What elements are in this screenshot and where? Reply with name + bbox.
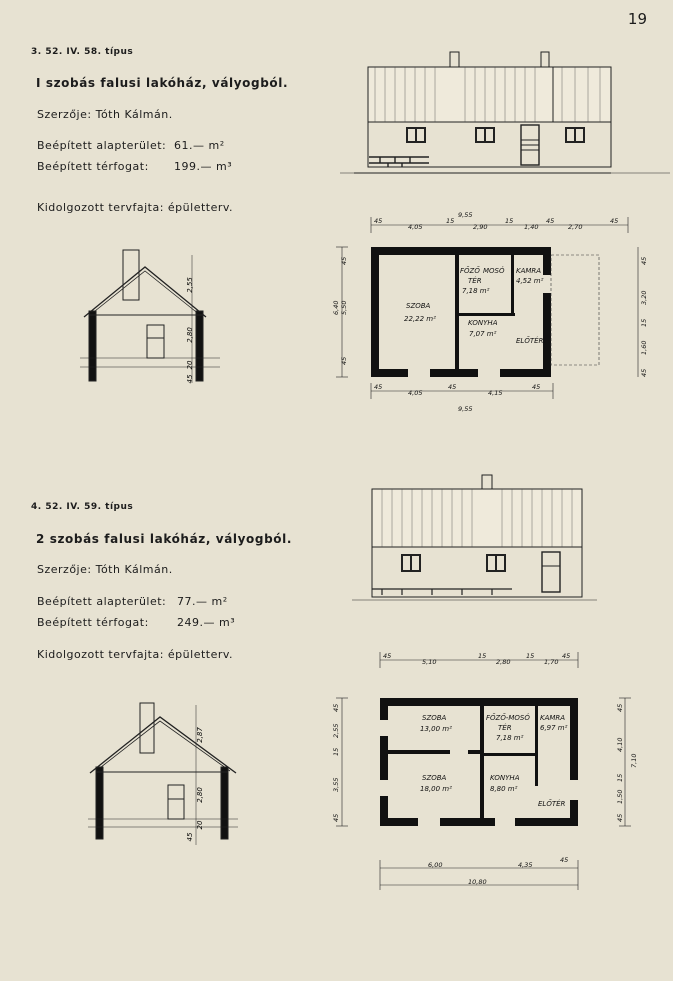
entry-1-room-ter-area: 7,18 m² bbox=[462, 287, 490, 295]
entry-1-dim-top-1: 45 bbox=[374, 217, 383, 225]
entry-1-dim-left-4: 45 bbox=[340, 356, 348, 365]
entry-1-room-eloter: ELŐTÉR bbox=[516, 337, 544, 345]
entry-2-title: 2 szobás falusi lakóház, vályogból. bbox=[36, 532, 292, 546]
entry-1-dim-top-3: 15 bbox=[446, 217, 455, 225]
entry-2-dim-left-2: 2,55 bbox=[332, 723, 340, 738]
entry-2-room-kamra: KAMRA bbox=[540, 714, 566, 722]
entry-1-dim-right-1: 45 bbox=[640, 256, 648, 265]
entry-2-room-szoba-2-area: 18,00 m² bbox=[420, 785, 452, 793]
entry-1-dim-left-3: 6,40 bbox=[332, 300, 340, 315]
entry-1-section-dim-2: 2,80 bbox=[186, 327, 194, 343]
entry-1-dim-top-5: 15 bbox=[505, 217, 514, 225]
entry-2-room-szoba-1: SZOBA bbox=[422, 714, 447, 722]
entry-1-front-elevation bbox=[340, 45, 670, 180]
entry-2-room-fozo-moso: FŐZŐ-MOSÓ bbox=[486, 714, 530, 722]
entry-1-dim-top-9: 45 bbox=[610, 217, 619, 225]
entry-2-room-kamra-area: 6,97 m² bbox=[540, 724, 568, 732]
entry-1-dim-right-5: 45 bbox=[640, 368, 648, 377]
entry-1-area-value: 61.— m² bbox=[174, 139, 225, 152]
entry-2-dim-top-1: 45 bbox=[383, 652, 392, 660]
entry-1-dim-bottom-5: 45 bbox=[532, 383, 541, 391]
entry-1-volume-line bbox=[37, 160, 233, 173]
page-number: 19 bbox=[627, 10, 647, 28]
entry-1-dim-bottom-3: 45 bbox=[448, 383, 457, 391]
entry-2-cross-section bbox=[88, 695, 238, 847]
entry-2-section-dim-1: 2,87 bbox=[196, 727, 204, 743]
entry-1-section-dim-4: 45 bbox=[186, 374, 194, 384]
entry-2-author-line bbox=[37, 563, 173, 576]
entry-1-dim-right-4: 1,60 bbox=[640, 340, 648, 355]
entry-1-title: I szobás falusi lakóház, vályogból. bbox=[36, 76, 289, 90]
entry-1-dim-top-4: 2,90 bbox=[473, 223, 488, 231]
entry-1-dim-left-2: 5,50 bbox=[340, 300, 348, 315]
entry-2-section-dim-3: 20 bbox=[196, 820, 204, 830]
entry-2-room-konyha-area: 8,80 m² bbox=[490, 785, 518, 793]
entry-1-dim-right-2: 3,20 bbox=[640, 290, 648, 305]
entry-2-dim-right-1: 45 bbox=[616, 703, 624, 712]
entry-2-area-value: 77.— m² bbox=[177, 595, 228, 608]
entry-1-dim-right-3: 15 bbox=[640, 318, 648, 327]
entry-2-dim-bottom-2: 4,35 bbox=[518, 861, 533, 869]
entry-1-author-label: Szerzője: bbox=[37, 108, 92, 121]
entry-1-room-szoba: SZOBA bbox=[406, 302, 431, 310]
entry-1-author-line bbox=[37, 108, 173, 121]
entry-1-type-code: 3. 52. IV. 58. típus bbox=[31, 47, 134, 57]
entry-2-volume-line bbox=[37, 616, 236, 629]
entry-1-room-kamra-area: 4,52 m² bbox=[516, 277, 544, 285]
entry-1-volume-label: Beépített térfogat: bbox=[37, 160, 149, 173]
entry-1-cross-section bbox=[80, 245, 220, 385]
entry-1-area-line bbox=[37, 139, 225, 152]
entry-2-dim-left-1: 45 bbox=[332, 703, 340, 712]
entry-1-plan-note: Kidolgozott tervfajta: épületterv. bbox=[37, 201, 234, 214]
entry-2-room-eloter: ELŐTÉR bbox=[538, 800, 566, 808]
entry-1-area-label: Beépített alapterület: bbox=[37, 139, 167, 152]
entry-2-plan-note: Kidolgozott tervfajta: épületterv. bbox=[37, 648, 234, 661]
entry-2-dim-left-4: 3,55 bbox=[332, 777, 340, 792]
entry-1-room-szoba-area: 22,22 m² bbox=[404, 315, 436, 323]
entry-2-section-dim-4: 45 bbox=[186, 832, 194, 842]
entry-1-dim-bottom-2: 4,05 bbox=[408, 389, 423, 397]
entry-1-dim-left-1: 45 bbox=[340, 256, 348, 265]
entry-2-dim-right-2: 4,10 bbox=[616, 737, 624, 752]
entry-2-volume-label: Beépített térfogat: bbox=[37, 616, 149, 629]
entry-2-dim-bottom-1: 6,00 bbox=[428, 861, 443, 869]
entry-1-room-ter: TÉR bbox=[468, 277, 482, 285]
entry-2-dim-top-6: 1,70 bbox=[544, 658, 559, 666]
entry-2-room-szoba-2: SZOBA bbox=[422, 774, 447, 782]
entry-2-author-label: Szerzője: bbox=[37, 563, 92, 576]
entry-2-area-line bbox=[37, 595, 228, 608]
entry-1-author: Tóth Kálmán. bbox=[95, 108, 173, 121]
entry-1-section-dim-3: 20 bbox=[186, 360, 194, 370]
entry-1-dim-top-7: 45 bbox=[546, 217, 555, 225]
entry-2-dim-right-4: 1,50 bbox=[616, 789, 624, 804]
entry-2-floor-plan bbox=[330, 640, 650, 895]
entry-1-section-dim-1: 2,55 bbox=[186, 277, 194, 293]
entry-1-dim-bottom-1: 45 bbox=[374, 383, 383, 391]
entry-2-section-dim-2: 2,80 bbox=[196, 787, 204, 803]
entry-2-room-szoba-1-area: 13,00 m² bbox=[420, 725, 452, 733]
entry-1-dim-top-6: 1,40 bbox=[524, 223, 539, 231]
entry-2-dim-right-total: 7,10 bbox=[630, 753, 638, 768]
entry-2-dim-right-5: 45 bbox=[616, 813, 624, 822]
entry-2-type-code: 4. 52. IV. 59. típus bbox=[31, 502, 134, 512]
entry-1-room-konyha-area: 7,07 m² bbox=[469, 330, 497, 338]
entry-2-author: Tóth Kálmán. bbox=[95, 563, 173, 576]
entry-1-dim-top-2: 4,05 bbox=[408, 223, 423, 231]
entry-1-room-konyha: KONYHA bbox=[468, 319, 498, 327]
entry-2-dim-top-5: 15 bbox=[526, 652, 535, 660]
entry-1-volume-value: 199.— m³ bbox=[174, 160, 233, 173]
entry-2-area-label: Beépített alapterület: bbox=[37, 595, 167, 608]
entry-2-dim-top-4: 2,80 bbox=[496, 658, 511, 666]
entry-2-front-elevation bbox=[352, 470, 597, 605]
entry-2-dim-top-3: 15 bbox=[478, 652, 487, 660]
entry-2-room-ter: TÉR bbox=[498, 724, 512, 732]
entry-2-dim-top-7: 45 bbox=[562, 652, 571, 660]
entry-2-dim-left-5: 45 bbox=[332, 813, 340, 822]
entry-2-dim-left-3: 15 bbox=[332, 747, 340, 756]
entry-1-dim-bottom-total: 9,55 bbox=[458, 405, 473, 413]
entry-1-dim-bottom-4: 4,15 bbox=[488, 389, 503, 397]
entry-1-floor-plan bbox=[328, 205, 666, 423]
entry-2-dim-top-2: 5,10 bbox=[422, 658, 437, 666]
entry-1-room-moso: MOSÓ bbox=[483, 267, 505, 275]
entry-2-room-konyha: KONYHA bbox=[490, 774, 520, 782]
entry-1-room-fozo: FŐZŐ bbox=[460, 267, 480, 275]
entry-1-dim-top-8: 2,70 bbox=[568, 223, 583, 231]
entry-2-room-ter-area: 7,18 m² bbox=[496, 734, 524, 742]
entry-2-dim-right-3: 15 bbox=[616, 773, 624, 782]
entry-1-dim-top-total: 9,55 bbox=[458, 211, 473, 219]
entry-2-volume-value: 249.— m³ bbox=[177, 616, 236, 629]
entry-2-dim-bottom-total: 10,80 bbox=[468, 878, 487, 886]
entry-2-dim-bottom-3: 45 bbox=[560, 856, 569, 864]
entry-1-room-kamra: KAMRA bbox=[516, 267, 542, 275]
